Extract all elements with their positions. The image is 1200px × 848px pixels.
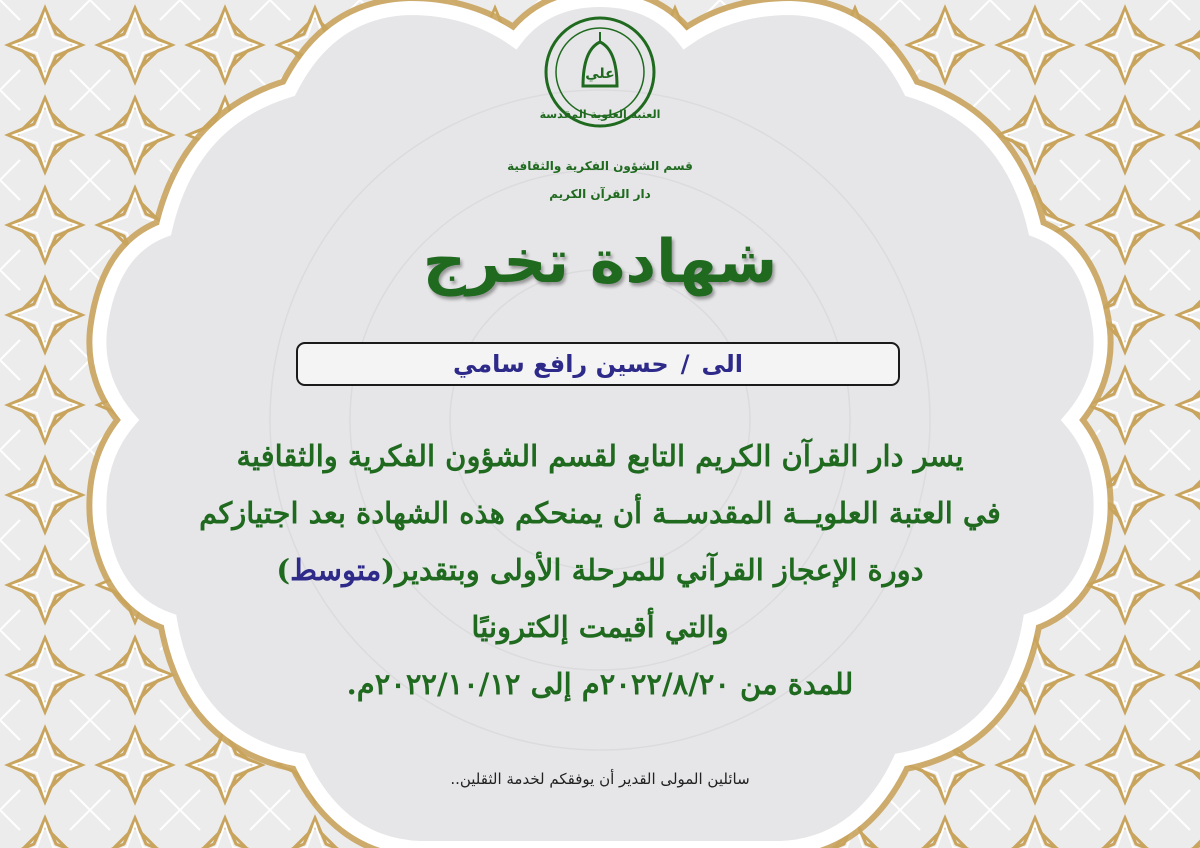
body-line-1: يسر دار القرآن الكريم التابع لقسم الشؤون الفكرية والثقافية [236, 439, 964, 473]
logo-seal-center: علي [585, 66, 615, 82]
body-line-5: للمدة من ٢٠٢٢/٨/٢٠م إلى ٢٠٢٢/١٠/١٢م. [346, 667, 854, 701]
recipient-separator: / [680, 350, 690, 378]
logo-seal-text: العتبة العلوية المقدسة [539, 108, 661, 121]
recipient-prefix: الى [701, 350, 744, 378]
logo-dept-line2: دار القرآن الكريم [549, 187, 651, 201]
recipient-box [296, 342, 900, 386]
body-line-3 [110, 542, 1090, 599]
certificate-body [110, 428, 1090, 713]
recipient-name: حسين رافع سامي [452, 350, 669, 378]
shrine-logo [507, 10, 693, 210]
certificate-title: شهادة تخرج [422, 227, 778, 297]
grade-value: متوسط [290, 553, 382, 587]
body-line-4: والتي أقيمت إلكترونيًا [471, 610, 729, 644]
footer-closing: سائلين المولى القدير أن يوفقكم لخدمة الثقلين.. [450, 770, 750, 788]
body-line-2: في العتبة العلويــة المقدســة أن يمنحكم هذه الشهادة بعد اجتيازكم [199, 496, 1001, 530]
body-line-3-text: دورة الإعجاز القرآني للمرحلة الأولى وبتقدير( [381, 553, 924, 587]
body-line-3-close: ) [276, 553, 291, 587]
logo-dept-line1: قسم الشؤون الفكرية والثقافية [507, 159, 693, 173]
